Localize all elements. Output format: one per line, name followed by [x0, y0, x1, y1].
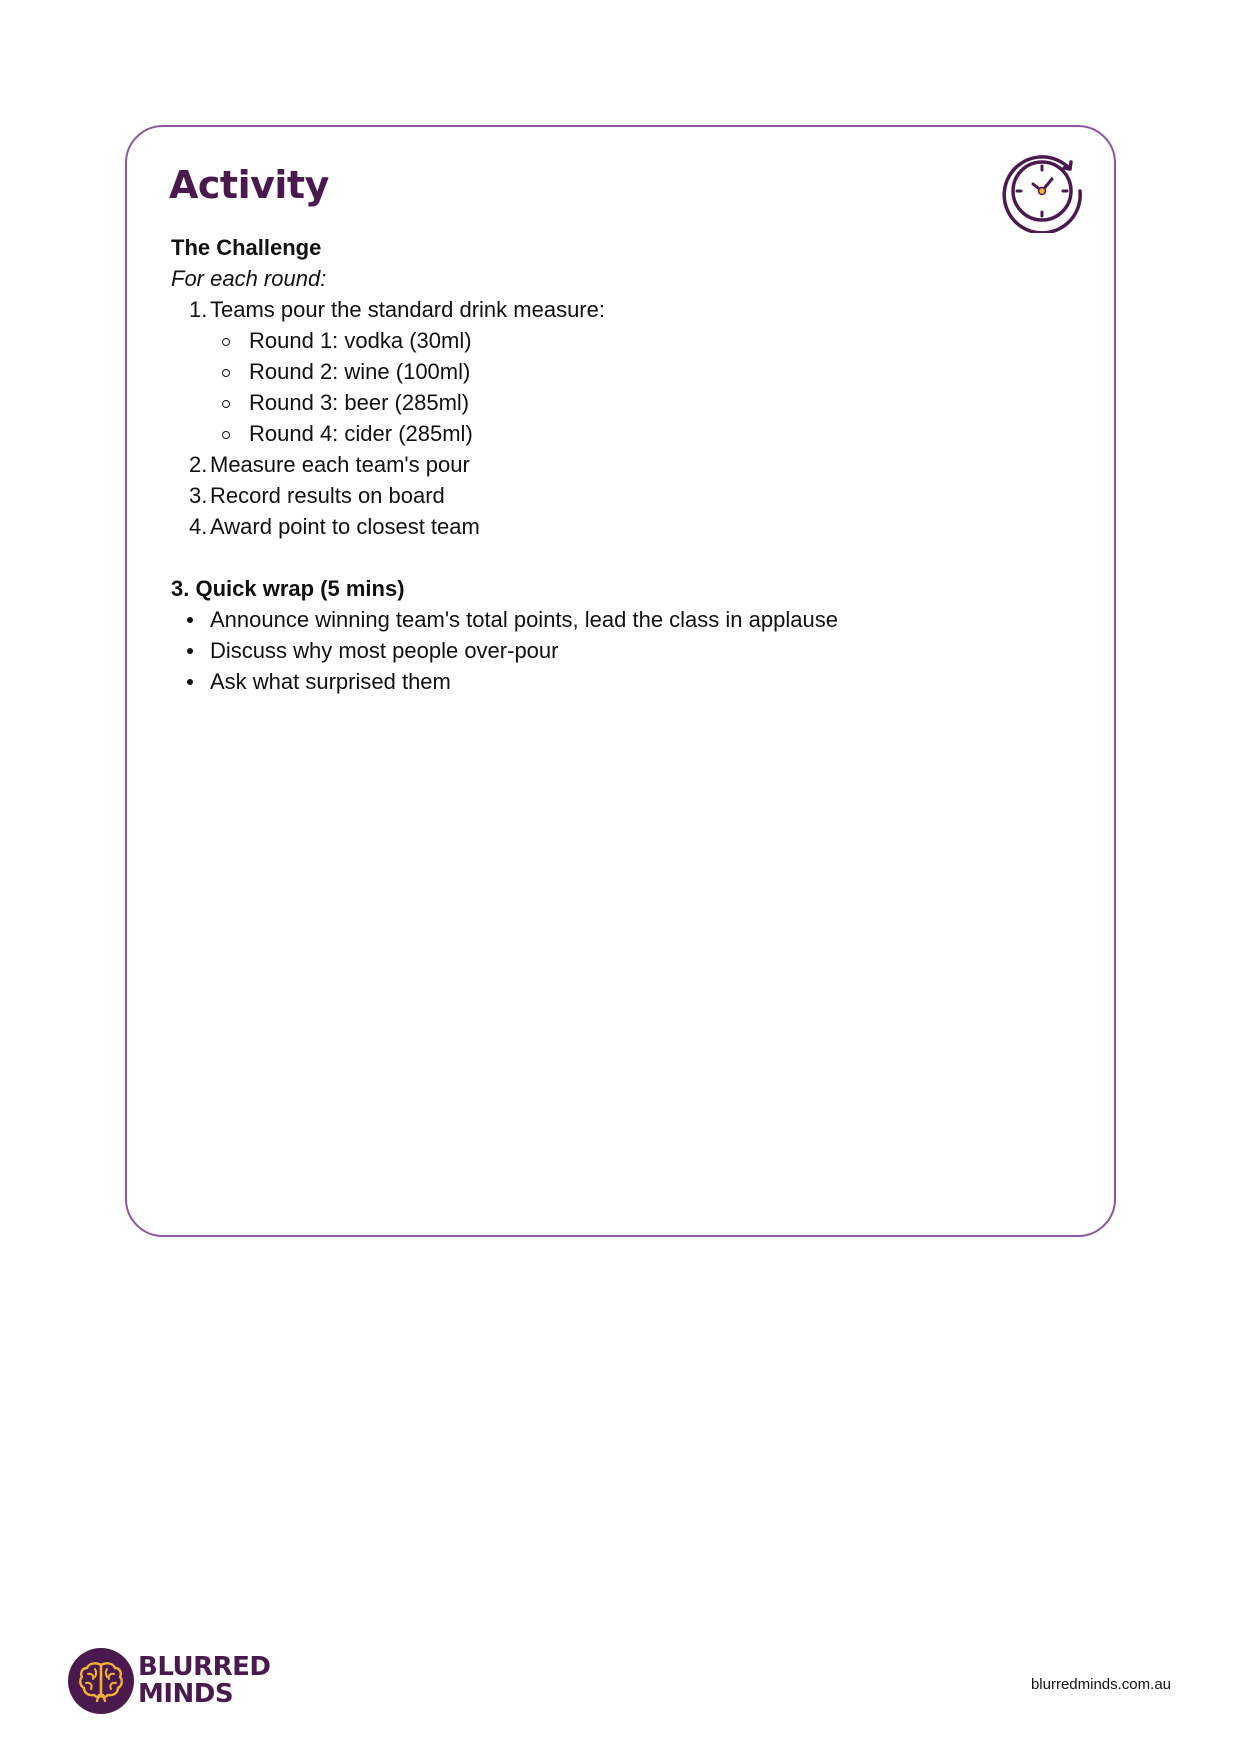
challenge-heading: The Challenge — [171, 235, 322, 260]
step-number: 2. — [189, 452, 208, 477]
logo-circle — [68, 1648, 134, 1714]
card-title: Activity — [169, 163, 329, 207]
steps-list — [171, 294, 1071, 542]
card-content — [171, 232, 1071, 697]
step-item — [171, 294, 1071, 449]
step-item — [171, 511, 1071, 542]
site-url: blurredminds.com.au — [1030, 1676, 1171, 1693]
logo-text — [138, 1654, 270, 1708]
step-item — [171, 449, 1071, 480]
wrap-heading: 3. Quick wrap (5 mins) — [171, 576, 405, 601]
round-item: Round 2: wine (100ml) — [210, 356, 1071, 387]
rounds-list — [210, 325, 1071, 449]
wrap-bullet: Announce winning team's total points, lead the class in applause — [171, 604, 1071, 635]
step-text: Record results on board — [210, 483, 445, 508]
spacer — [171, 542, 1071, 573]
step-number: 4. — [189, 514, 208, 539]
activity-card — [125, 125, 1116, 1237]
step-number: 3. — [189, 483, 208, 508]
wrap-bullet: Discuss why most people over-pour — [171, 635, 1071, 666]
wrap-bullet: Ask what surprised them — [171, 666, 1071, 697]
brain-icon — [77, 1660, 125, 1702]
stopwatch-timer-icon — [1000, 149, 1084, 233]
round-item: Round 4: cider (285ml) — [210, 418, 1071, 449]
logo-line-1: BLURRED — [138, 1652, 271, 1682]
wrap-bullets-list — [171, 604, 1071, 697]
step-text: Teams pour the standard drink measure: — [210, 297, 605, 322]
step-text: Award point to closest team — [210, 514, 480, 539]
logo-line-2: MINDS — [138, 1679, 234, 1709]
brand-logo — [68, 1648, 270, 1714]
step-text: Measure each team's pour — [210, 452, 470, 477]
round-item: Round 3: beer (285ml) — [210, 387, 1071, 418]
step-number: 1. — [189, 297, 208, 322]
round-intro: For each round: — [171, 266, 327, 291]
round-item: Round 1: vodka (30ml) — [210, 325, 1071, 356]
step-item — [171, 480, 1071, 511]
